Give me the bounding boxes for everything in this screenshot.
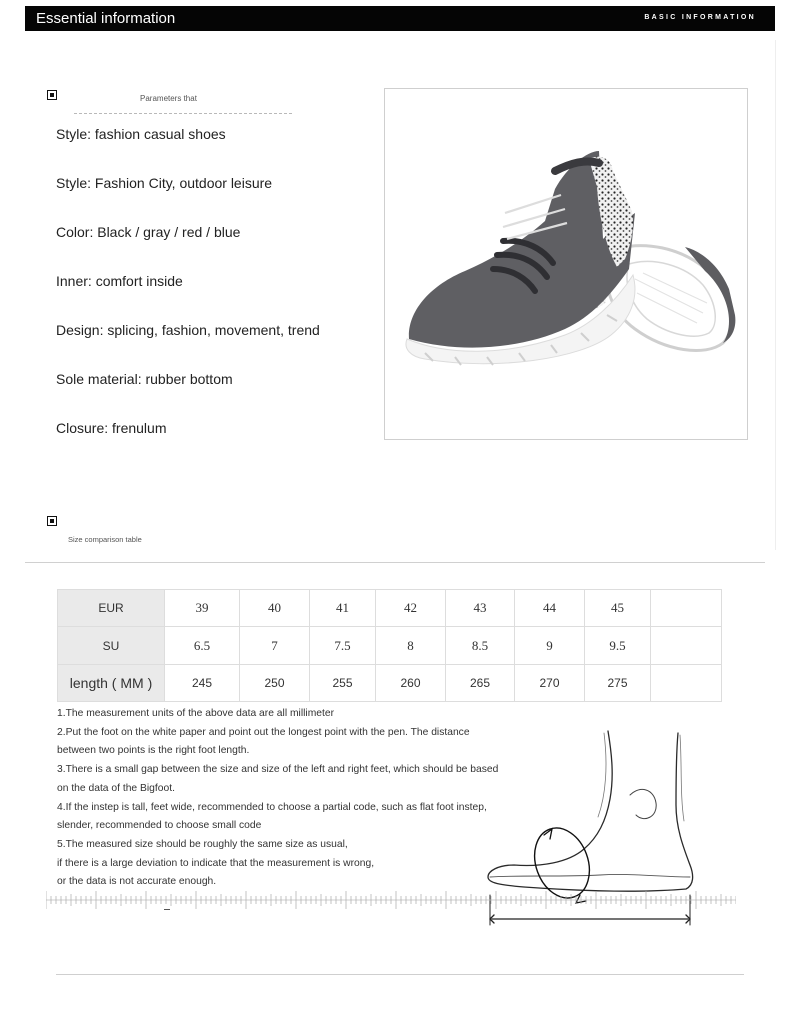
ruler-mark bbox=[164, 909, 170, 910]
note-item: if there is a large deviation to indicate that the measurement is wrong, bbox=[57, 857, 375, 869]
spec-design: Design: splicing, fashion, movement, trend bbox=[56, 322, 320, 338]
table-cell: 9.5 bbox=[585, 627, 651, 665]
product-photo-frame bbox=[384, 88, 748, 440]
measurement-notes bbox=[57, 705, 502, 892]
table-cell: 6.5 bbox=[165, 627, 240, 665]
caption-dashed-underline bbox=[74, 113, 292, 114]
section-subtitle: BASIC INFORMATION bbox=[644, 14, 756, 21]
spec-style-city: Style: Fashion City, outdoor leisure bbox=[56, 175, 273, 191]
bottom-divider bbox=[56, 974, 744, 975]
front-shoe bbox=[406, 151, 635, 365]
parameters-caption: Parameters that bbox=[140, 94, 197, 103]
table-cell: 41 bbox=[310, 590, 376, 627]
table-cell: 275 bbox=[585, 665, 651, 702]
table-cell: 7.5 bbox=[310, 627, 376, 665]
table-cell: 45 bbox=[585, 590, 651, 627]
table-cell: 7 bbox=[240, 627, 310, 665]
spec-style-casual: Style: fashion casual shoes bbox=[56, 126, 226, 142]
table-cell bbox=[651, 665, 722, 702]
size-comparison-table bbox=[57, 589, 722, 702]
section-divider bbox=[25, 562, 765, 563]
size-table-caption: Size comparison table bbox=[68, 535, 142, 544]
square-bullet-icon bbox=[47, 516, 57, 526]
table-cell: 42 bbox=[376, 590, 446, 627]
table-row-eur bbox=[58, 590, 722, 627]
table-cell: 270 bbox=[515, 665, 585, 702]
square-bullet-icon bbox=[47, 90, 57, 100]
table-cell: 255 bbox=[310, 665, 376, 702]
note-item: 1.The measurement units of the above data are all millimeter bbox=[57, 708, 335, 719]
table-cell: 8.5 bbox=[446, 627, 515, 665]
table-cell: 39 bbox=[165, 590, 240, 627]
table-cell: 44 bbox=[515, 590, 585, 627]
table-cell: 265 bbox=[446, 665, 515, 702]
sneaker-pair-photo bbox=[385, 89, 747, 439]
row-label: SU bbox=[58, 627, 165, 665]
table-cell: 43 bbox=[446, 590, 515, 627]
note-item: 5.The measured size should be roughly the same size as usual, bbox=[57, 838, 348, 850]
spec-sole-material: Sole material: rubber bottom bbox=[56, 371, 233, 387]
table-cell: 250 bbox=[240, 665, 310, 702]
note-item: or the data is not accurate enough. bbox=[57, 876, 217, 888]
header-bar bbox=[25, 6, 775, 31]
section-title: Essential information bbox=[36, 10, 176, 27]
note-item: 3.There is a small gap between the size and size of the left and right feet, which should be based on the data of the Bigfoot. bbox=[57, 764, 499, 794]
table-cell bbox=[651, 627, 722, 665]
note-item: 2.Put the foot on the white paper and point out the longest point with the pen. The distance between two points is the right foot length. bbox=[57, 726, 470, 757]
table-cell: 245 bbox=[165, 665, 240, 702]
table-cell: 40 bbox=[240, 590, 310, 627]
spec-color: Color: Black / gray / red / blue bbox=[56, 224, 241, 240]
note-item: 4.If the instep is tall, feet wide, recommended to choose a partial code, such as flat foot instep, slender, recommended to choose small code bbox=[57, 801, 487, 832]
table-cell: 260 bbox=[376, 665, 446, 702]
table-cell bbox=[651, 590, 722, 627]
spec-closure: Closure: frenulum bbox=[56, 420, 167, 436]
spec-inner: Inner: comfort inside bbox=[56, 273, 183, 289]
table-cell: 8 bbox=[376, 627, 446, 665]
row-label: length ( MM ) bbox=[58, 665, 165, 702]
row-label: EUR bbox=[58, 590, 165, 627]
table-row-length bbox=[58, 665, 722, 702]
right-edge-line bbox=[775, 40, 776, 550]
table-cell: 9 bbox=[515, 627, 585, 665]
table-row-su bbox=[58, 627, 722, 665]
ruler-icon bbox=[46, 890, 736, 910]
